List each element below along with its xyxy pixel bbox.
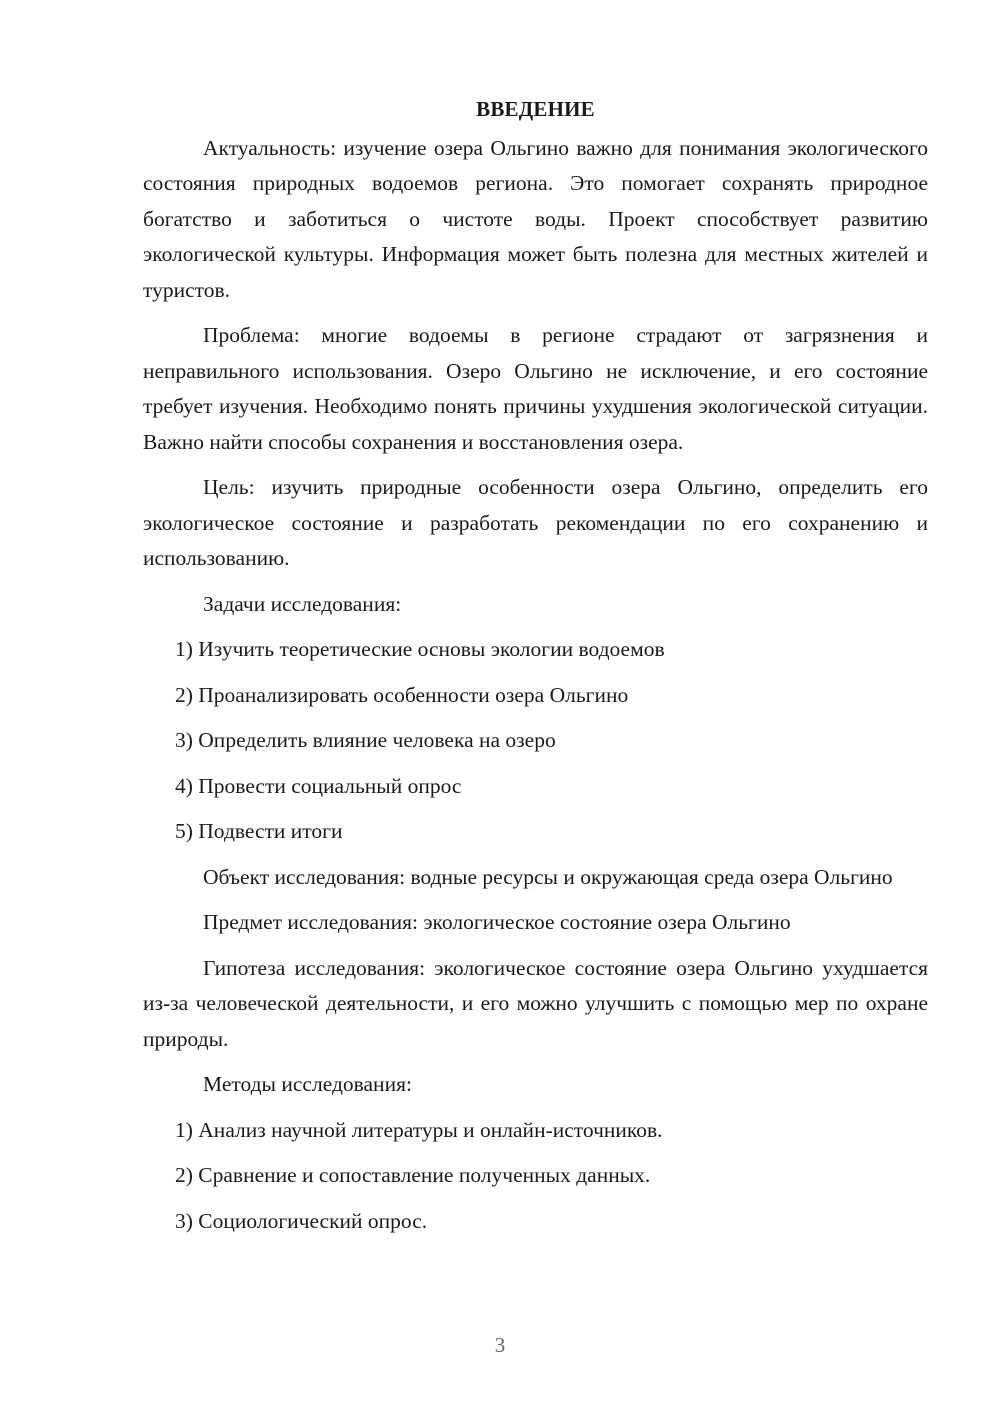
task-item: 4) Провести социальный опрос	[175, 773, 462, 798]
relevance-paragraph: Актуальность: изучение озера Ольгино важно для понимания экологического состояния природных водоемов региона. Это помогает сохранять природное богатство и заботиться о чистоте воды. Проект способствует развитию экологической культуры. Информация может быть полезна для местных жителей и туристов.	[143, 135, 928, 302]
method-item: 3) Социологический опрос.	[175, 1208, 428, 1233]
page-content	[143, 92, 928, 1249]
tasks-heading: Задачи исследования:	[203, 591, 402, 616]
task-item: 2) Проанализировать особенности озера Ольгино	[175, 682, 629, 707]
task-item: 3) Определить влияние человека на озеро	[175, 728, 556, 752]
hypothesis-paragraph: Гипотеза исследования: экологическое состояние озера Ольгино ухудшается из-за человеческой деятельности, и его можно улучшить с помощью мер по охране природы.	[143, 955, 928, 1051]
subject-paragraph: Предмет исследования: экологическое состояние озера Ольгино	[203, 910, 791, 934]
object-paragraph: Объект исследования: водные ресурсы и окружающая среда озера Ольгино	[203, 864, 893, 889]
task-item: 5) Подвести итоги	[175, 819, 343, 843]
problem-paragraph: Проблема: многие водоемы в регионе страдают от загрязнения и неправильного использования. Озеро Ольгино не исключение, и его состояние требует изучения. Необходимо понять причины ухудшения экологической ситуации. Важно найти способы сохранения и восстановления озера.	[143, 323, 928, 454]
goal-paragraph: Цель: изучить природные особенности озера Ольгино, определить его экологическое состояние и разработать рекомендации по его сохранению и использованию.	[143, 475, 928, 570]
task-item: 1) Изучить теоретические основы экологии водоемов	[175, 637, 665, 661]
method-item: 1) Анализ научной литературы и онлайн-источников.	[175, 1117, 663, 1142]
method-item: 2) Сравнение и сопоставление полученных данных.	[175, 1163, 651, 1187]
page-number: 3	[494, 1333, 506, 1357]
page-title: ВВЕДЕНИЕ	[476, 97, 595, 121]
methods-heading: Методы исследования:	[203, 1072, 412, 1096]
